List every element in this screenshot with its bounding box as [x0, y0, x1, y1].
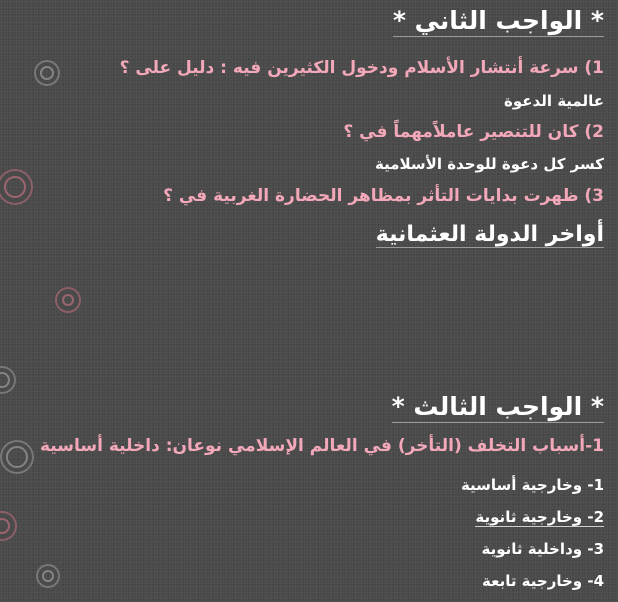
- option-4: 4- وخارجية تابعة: [482, 572, 604, 590]
- ring-decoration-icon: [42, 570, 54, 582]
- question-1: 1) سرعة أنتشار الأسلام ودخول الكثيرين فيه : دليل على ؟: [119, 58, 604, 78]
- section-3-title: * الواجب الثالث *: [391, 392, 604, 421]
- ring-decoration-icon: [40, 66, 54, 80]
- answer-1: عالمية الدعوة: [504, 92, 604, 110]
- section-2-title: * الواجب الثاني *: [392, 6, 604, 35]
- ring-decoration-icon: [4, 176, 26, 198]
- option-1: 1- وخارجية أساسية: [460, 476, 604, 494]
- ring-decoration-icon: [6, 446, 28, 468]
- question-2: 2) كان للتنصير عاملاًمهماً في ؟: [343, 122, 604, 142]
- question-section-3: 1-أسباب التخلف (التأخر) في العالم الإسلامي نوعان: داخلية أساسية: [40, 436, 604, 456]
- ring-decoration-icon: [0, 518, 10, 534]
- answer-3: أواخر الدولة العثمانية: [375, 222, 604, 247]
- question-3: 3) ظهرت بدايات التأثر بمظاهر الحضارة الغربية في ؟: [163, 186, 604, 206]
- option-3: 3- وداخلية ثانوية: [481, 540, 604, 558]
- ring-decoration-icon: [0, 372, 10, 388]
- answer-2: كسر كل دعوة للوحدة الأسلامية: [375, 155, 604, 173]
- option-2: 2- وخارجية ثانوية: [475, 508, 604, 526]
- ring-decoration-icon: [62, 294, 74, 306]
